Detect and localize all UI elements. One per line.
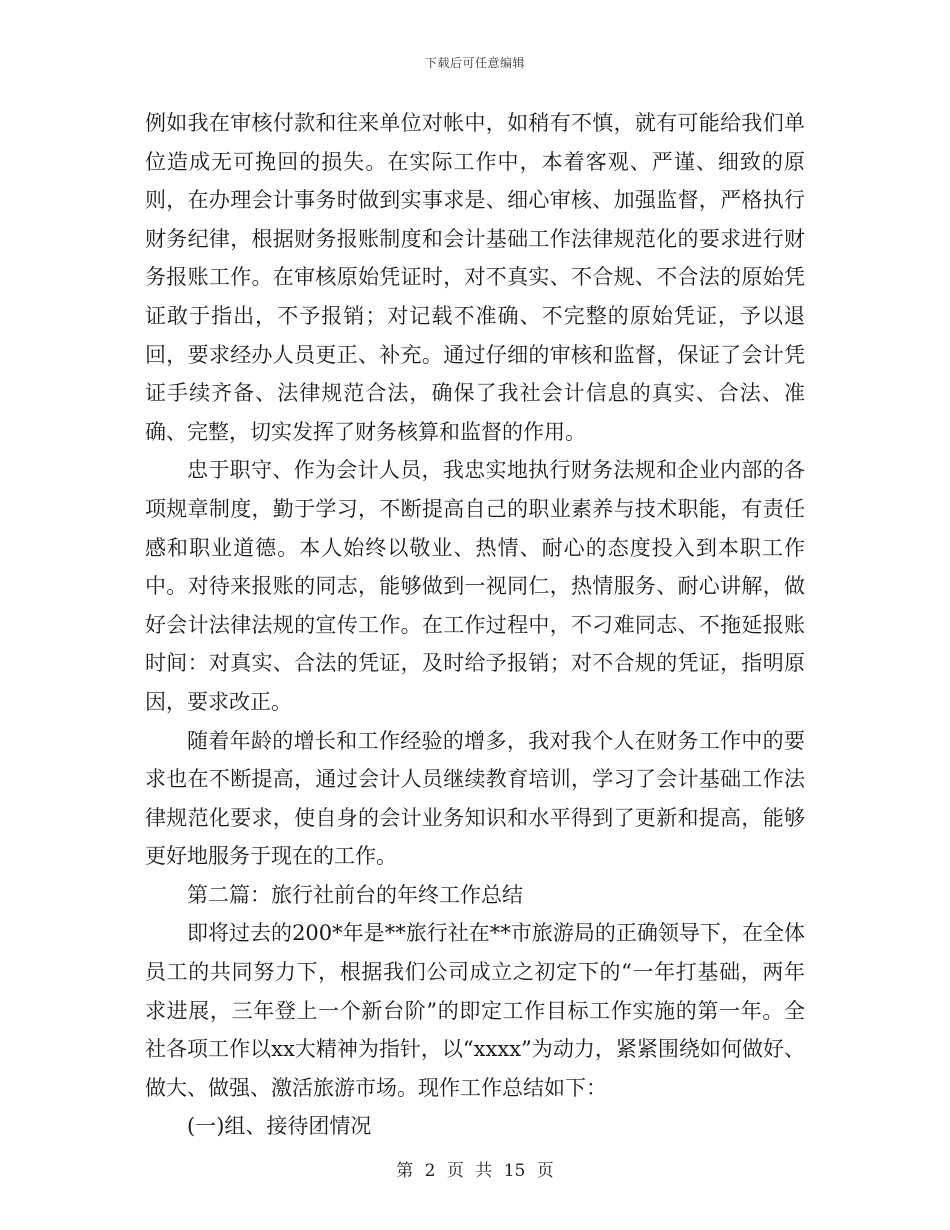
page-number: 第 2 页 共 15 页 (396, 1161, 554, 1181)
paragraph-duty: 忠于职守、作为会计人员，我忠实地执行财务法规和企业内部的各项规章制度，勤于学习，不断提高自己的职业素养与技术职能，有责任感和职业道德。本人始终以敬业、热情、耐心的态度投入到本职工作中。对待来报账的同志，能够做到一视同仁，热情服务、耐心讲解，做好会计法律法规的宣传工作。在工作过程中，不刁难同志、不拖延报账时间：对真实、合法的凭证，及时给予报销；对不合规的凭证，指明原因，要求改正。 (145, 458, 805, 714)
subsection-heading: (一)组、接待团情况 (187, 1114, 372, 1139)
header-note: 下载后可任意编辑 (424, 56, 525, 70)
document-body (145, 104, 805, 1146)
paragraph-travel-summary: 即将过去的200*年是**旅行社在**市旅游局的正确领导下，在全体员工的共同努力下，根据我们公司成立之初定下的“一年打基础，两年求进展，三年登上一个新台阶”的即定工作目标工作实施的第一年。全社各项工作以xx大精神为指针，以“xxxx”为动力，紧紧围绕如何做好、做大、做强、激活旅游市场。现作工作总结如下： (145, 921, 805, 1100)
section-heading: 第二篇：旅行社前台的年终工作总结 (187, 882, 523, 907)
paragraph-audit-work: 例如我在审核付款和往来单位对帐中，如稍有不慎，就有可能给我们单位造成无可挽回的损失。在实际工作中，本着客观、严谨、细致的原则，在办理会计事务时做到实事求是、细心审核、加强监督，严格执行财务纪律，根据财务报账制度和会计基础工作法律规范化的要求进行财务报账工作。在审核原始凭证时，对不真实、不合规、不合法的原始凭证敢于指出，不予报销；对记载不准确、不完整的原始凭证，予以退回，要求经办人员更正、补充。通过仔细的审核和监督，保证了会计凭证手续齐备、法律规范合法，确保了我社会计信息的真实、合法、准确、完整，切实发挥了财务核算和监督的作用。 (145, 111, 805, 444)
paragraph-growth: 随着年龄的增长和工作经验的增多，我对我个人在财务工作中的要求也在不断提高，通过会计人员继续教育培训，学习了会计基础工作法律规范化要求，使自身的会计业务知识和水平得到了更新和提高，能够更好地服务于现在的工作。 (145, 728, 805, 869)
